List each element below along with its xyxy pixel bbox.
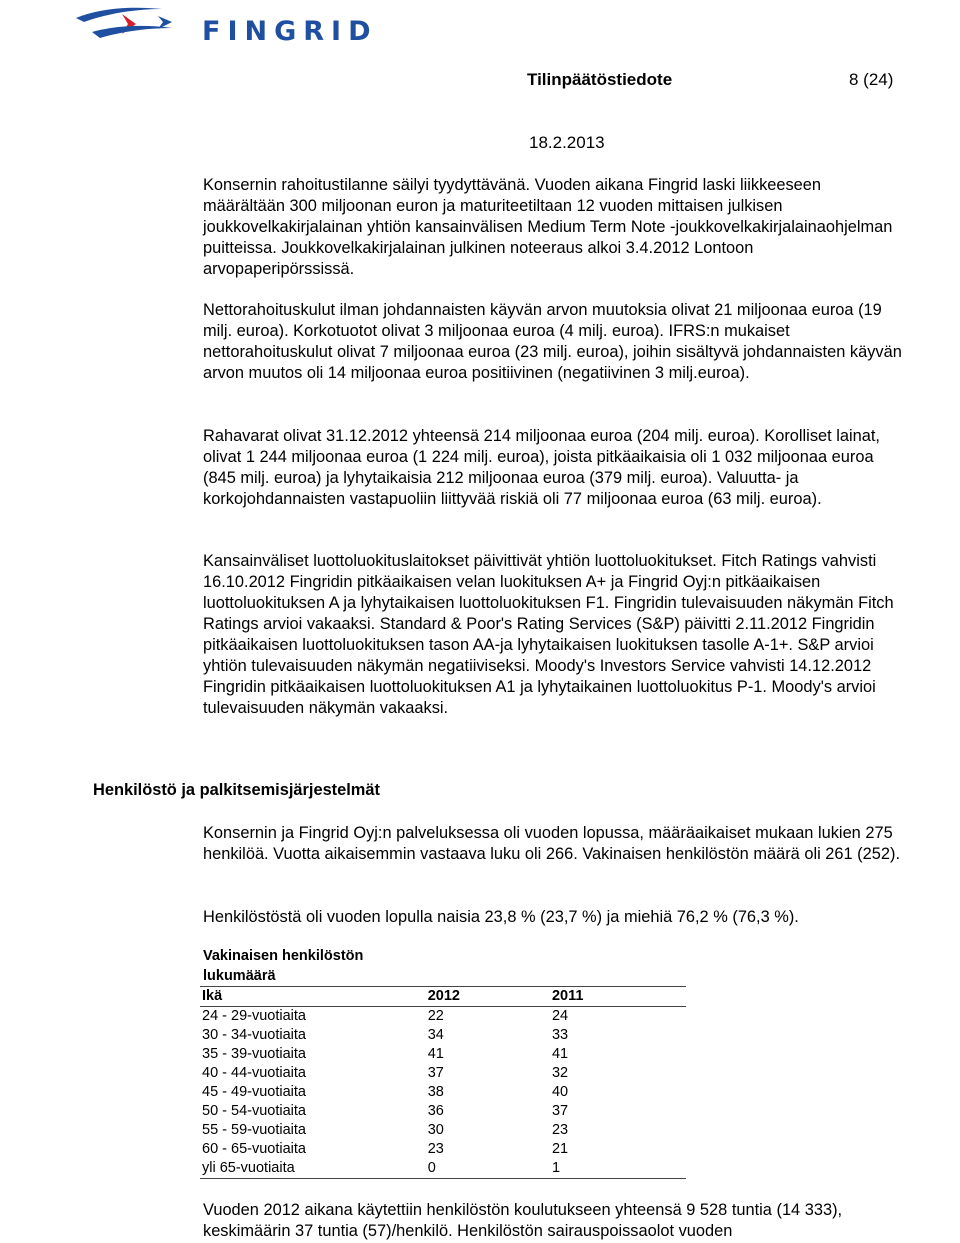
age-group-cell: 24 - 29-vuotiaita	[202, 1008, 306, 1024]
age-group-cell: 50 - 54-vuotiaita	[202, 1103, 306, 1119]
value-2011-cell: 24	[551, 1008, 569, 1024]
table-row	[200, 1083, 686, 1102]
age-group-cell: yli 65-vuotiaita	[200, 1159, 426, 1179]
value-2012-cell: 30	[427, 1122, 444, 1138]
age-group-cell: 45 - 49-vuotiaita	[202, 1084, 306, 1100]
table-row	[200, 1007, 686, 1027]
value-2012-cell: 34	[427, 1027, 444, 1043]
table-row	[200, 1140, 686, 1159]
column-header-2011: 2011	[550, 987, 686, 1007]
logo-wordmark: FINGRID	[202, 16, 378, 47]
value-2012-cell: 36	[427, 1103, 444, 1119]
paragraph-net-financing-costs: Nettorahoituskulut ilman johdannaisten käyvän arvon muutoksia olivat 21 miljoonaa euroa (19 milj. euroa). Korkotuotot olivat 3 miljoonaa euroa (4 milj. euroa). IFRS:n mukaiset nettorahoituskulut olivat 7 miljoonaa euroa (23 milj. euroa), joihin sisältyvä johdannaisten käyvän arvon muutos oli 14 miljoonaa euroa positiivinen (negatiivinen 3 milj.euroa).	[203, 301, 902, 382]
value-2011-cell: 32	[551, 1065, 569, 1081]
page-number: 8 (24)	[849, 70, 894, 89]
paragraph-training: Vuoden 2012 aikana käytettiin henkilöstön koulutukseen yhteensä 9 528 tuntia (14 333), keskimäärin 37 tuntia (57)/henkilö. Henkilöstön sairauspoissaolot vuoden	[203, 1201, 843, 1240]
value-2011-cell: 33	[551, 1027, 569, 1043]
fingrid-logo	[62, 2, 378, 48]
value-2012-cell: 37	[427, 1065, 444, 1081]
value-2011-cell: 1	[550, 1159, 686, 1179]
age-group-cell: 30 - 34-vuotiaita	[202, 1027, 306, 1043]
table-row	[200, 1102, 686, 1121]
age-group-cell: 40 - 44-vuotiaita	[202, 1065, 306, 1081]
table-row	[200, 1159, 686, 1179]
section-heading-personnel: Henkilöstö ja palkitsemisjärjestelmät	[93, 781, 380, 799]
paragraph-financing: Konsernin rahoitustilanne säilyi tyydyttävänä. Vuoden aikana Fingrid laski liikkeeseen määrältään 300 miljoonan euron ja maturiteetiltaan 12 vuoden mittaisen julkisen joukkovelkakirjalainan yhtiön kansainvälisen Medium Term Note -joukkovelkakirjalainaohjelman puitteissa. Joukkovelkakirjalainan julkinen noteeraus alkoi 3.4.2012 Lontoon arvopaperipörssissä.	[203, 176, 893, 278]
value-2011-cell: 41	[551, 1046, 569, 1062]
paragraph-personnel-count: Konsernin ja Fingrid Oyj:n palveluksessa oli vuoden lopussa, määräaikaiset mukaan lukien 275 henkilöä. Vuotta aikaisemmin vastaava luku oli 266. Vakinaisen henkilöstön määrä oli 261 (252).	[203, 824, 901, 863]
document-date: 18.2.2013	[529, 133, 605, 152]
table-row	[200, 1064, 686, 1083]
age-group-cell: 35 - 39-vuotiaita	[202, 1046, 306, 1062]
column-header-age: Ikä	[200, 987, 426, 1007]
paragraph-cash-and-loans: Rahavarat olivat 31.12.2012 yhteensä 214 miljoonaa euroa (204 milj. euroa). Korolliset lainat, olivat 1 244 miljoonaa euroa (1 224 milj. euroa), joista pitkäaikaisia oli 1 032 miljoonaa euroa (845 milj. euroa) ja lyhytaikaisia 212 miljoonaa euroa (379 milj. euroa). Valuutta- ja korkojohdannaisten vastapuoliin liittyvää riskiä oli 77 miljoonaa euroa (63 milj. euroa).	[203, 427, 880, 508]
table-header-row	[200, 987, 686, 1007]
column-header-2012: 2012	[426, 987, 550, 1007]
staff-table-title: Vakinaisen henkilöstön lukumäärä	[203, 948, 364, 984]
value-2011-cell: 23	[551, 1122, 569, 1138]
fingrid-swoosh-icon	[62, 2, 192, 48]
value-2012-cell: 22	[427, 1008, 444, 1024]
age-group-cell: 55 - 59-vuotiaita	[202, 1122, 306, 1138]
value-2011-cell: 21	[551, 1141, 569, 1157]
value-2012-cell: 41	[427, 1046, 444, 1062]
paragraph-credit-ratings: Kansainväliset luottoluokituslaitokset päivittivät yhtiön luottoluokitukset. Fitch Ratings vahvisti 16.10.2012 Fingridin pitkäaikaisen velan luokituksen A+ ja Fingrid Oyj:n pitkäaikaisen luottoluokituksen A ja lyhytaikaisen luottoluokituksen F1. Fingridin tulevaisuuden näkymän Fitch Ratings arvioi vakaaksi. Standard & Poor's Rating Services (S&P) päivitti 2.11.2012 Fingridin pitkäaikaisen luottoluokituksen tason AA-ja lyhytaikaisen luokituksen tasolle A-1+. S&P arvioi yhtiön tulevaisuuden näkymän negatiiviseksi. Moody's Investors Service vahvisti 14.12.2012 Fingridin pitkäaikaisen luottoluokituksen A1 ja lyhytaikainen luottoluokitus P-1. Moody's arvioi tulevaisuuden näkymän vakaaksi.	[203, 552, 894, 717]
value-2012-cell: 0	[426, 1159, 550, 1179]
value-2012-cell: 23	[427, 1141, 444, 1157]
value-2012-cell: 38	[427, 1084, 444, 1100]
staff-age-table	[200, 986, 686, 1179]
paragraph-gender-split: Henkilöstöstä oli vuoden lopulla naisia 23,8 % (23,7 %) ja miehiä 76,2 % (76,3 %).	[203, 908, 799, 926]
document-title: Tilinpäätöstiedote	[527, 70, 673, 89]
table-row	[200, 1026, 686, 1045]
value-2011-cell: 40	[551, 1084, 569, 1100]
value-2011-cell: 37	[551, 1103, 569, 1119]
table-row	[200, 1045, 686, 1064]
table-row	[200, 1121, 686, 1140]
age-group-cell: 60 - 65-vuotiaita	[202, 1141, 306, 1157]
